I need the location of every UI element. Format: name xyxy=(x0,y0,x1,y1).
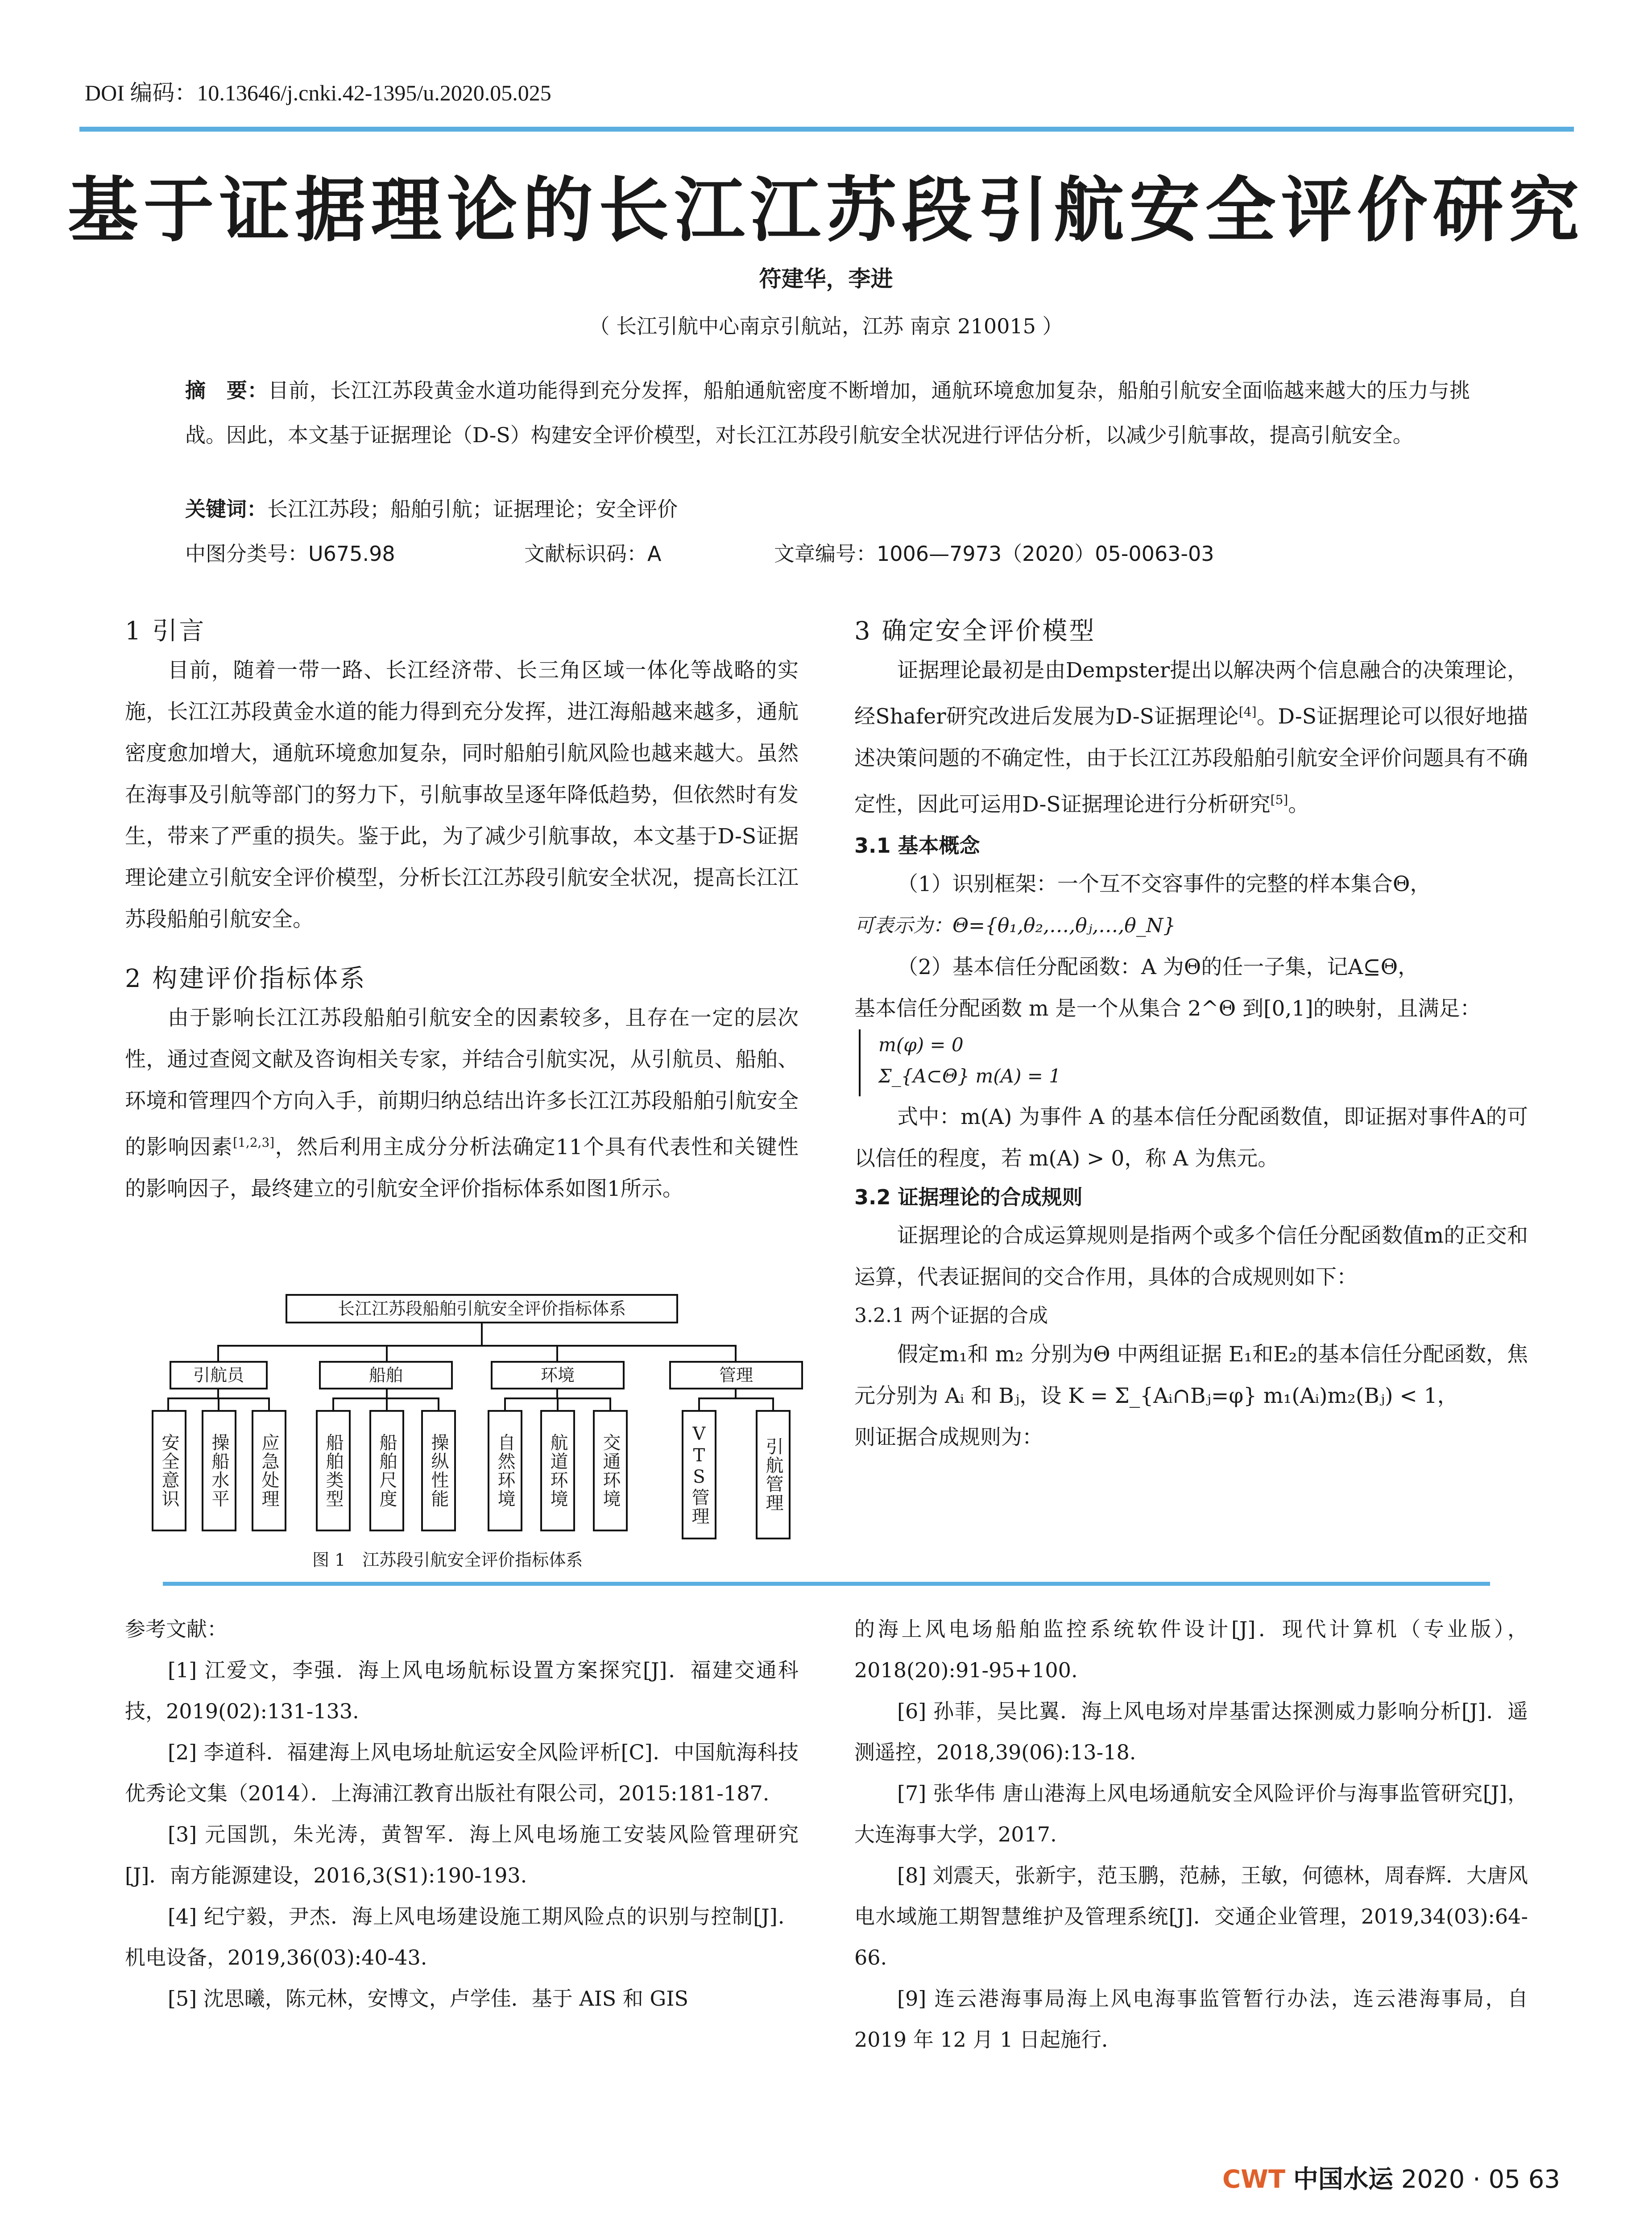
bpa-definition: （2）基本信任分配函数：A 为Θ的任一子集，记A⊆Θ， xyxy=(897,955,1419,980)
section-3-1-heading: 3.1 基本概念 xyxy=(854,834,980,858)
connector xyxy=(772,1397,774,1411)
s3-text-c: 。 xyxy=(1288,792,1309,817)
frame-definition: （1）识别框架：一个互不交容事件的完整的样本集合Θ， xyxy=(897,872,1431,897)
page-footer xyxy=(1222,2160,1560,2195)
leaf-node: 安全意识 xyxy=(152,1410,186,1531)
section-3-paragraph xyxy=(854,650,1528,825)
group-node-pilot: 引航员 xyxy=(170,1361,268,1389)
reference-continuation: 的海上风电场船舶监控系统软件设计[J]．现代计算机（专业版），2018(20):91-95+100. xyxy=(854,1617,1528,1682)
reference-item: [3] 元国凯，朱光涛，黄智军．海上风电场施工安装风险管理研究[J]．南方能源建设，2016,3(S1):190-193. xyxy=(125,1822,799,1887)
connector xyxy=(386,1397,388,1411)
connector xyxy=(438,1397,439,1411)
figure-1-caption: 图 1 江苏段引航安全评价指标体系 xyxy=(312,1550,583,1570)
connector xyxy=(698,1397,774,1399)
cwt-logo: CWT xyxy=(1222,2165,1286,2194)
abstract-text: 目前，长江江苏段黄金水道功能得到充分发挥，船舶通航密度不断增加，通航环境愈加复杂，船舶引航安全面临越来越大的压力与挑战。因此，本文基于证据理论（D-S）构建安全评价模型，对长江江苏段引航安全状况进行评估分析，以减少引航事故，提高引航安全。 xyxy=(185,378,1470,447)
reference-item: [4] 纪宁毅，尹杰．海上风电场建设施工期风险点的识别与控制[J]．机电设备，2019,36(03):40-43. xyxy=(125,1904,799,1970)
connector xyxy=(609,1397,611,1411)
leaf-node: VTS管理 xyxy=(682,1410,716,1539)
group-node-environment: 环境 xyxy=(491,1361,625,1389)
classification-line xyxy=(185,538,1470,567)
connector xyxy=(217,1345,219,1362)
frame-formula: 可表示为：Θ={θ₁,θ₂,…,θⱼ,…,θ_N} xyxy=(854,914,1176,937)
connector xyxy=(217,1389,219,1398)
issue-number: 2020 · 05 xyxy=(1401,2165,1520,2194)
references-left xyxy=(125,1609,799,2019)
affiliation: （ 长江引航中心南京引航站，江苏 南京 210015 ） xyxy=(589,314,1063,338)
combination-rule-paragraph: 证据理论的合成运算规则是指两个或多个信任分配函数值m的正交和运算，代表证据间的交合作用，具体的合成规则如下： xyxy=(854,1223,1528,1290)
doi-line: DOI 编码：10.13646/j.cnki.42-1395/u.2020.05.025 xyxy=(85,80,551,105)
leaf-node: 交通环境 xyxy=(593,1410,628,1531)
section-1-heading: 1 引言 xyxy=(125,617,206,646)
reference-item: [8] 刘震天，张新宇，范玉鹏，范赫，王敏，何德林，周春辉．大唐风电水域施工期智慧维护及管理系统[J]．交通企业管理，2019,34(03):64-66. xyxy=(854,1863,1528,1970)
condition-empty-set: m(φ) = 0 xyxy=(878,1034,964,1056)
connector xyxy=(268,1397,270,1411)
paper-title: 基于证据理论的长江江苏段引航安全评价研究 xyxy=(67,169,1585,252)
connector xyxy=(504,1397,506,1411)
s2-text-b: ，然后利用主成分分析法确定11个具有代表性和关键性的影响因子，最终建立的引航安全评价指标体系如图1所示。 xyxy=(125,1135,799,1201)
authors: 符建华，李进 xyxy=(759,266,893,292)
s2-text-a: 由于影响长江江苏段船舶引航安全的因素较多，且存在一定的层次性，通过查阅文献及咨询相关专家，并结合引航实况，从引航员、船舶、环境和管理四个方向入手，前期归纳总结出许多长江江苏段船舶引航安全的影响因素 xyxy=(125,1006,799,1160)
connector xyxy=(556,1345,558,1362)
abstract-label: 摘 要： xyxy=(185,378,268,402)
connector xyxy=(386,1389,388,1398)
reference-item: [5] 沈思曦，陈元林，安博文，卢学佳．基于 AIS 和 GIS xyxy=(168,1986,688,2011)
leaf-node: 操船水平 xyxy=(202,1410,236,1531)
figure-1-diagram xyxy=(152,1294,803,1544)
leaf-node: 自然环境 xyxy=(488,1410,522,1531)
doc-code: 文献标识码：A xyxy=(524,542,662,566)
section-2-heading: 2 构建评价指标体系 xyxy=(125,964,367,993)
section-3-2-heading: 3.2 证据理论的合成规则 xyxy=(854,1185,1083,1210)
condition-sum: Σ_{A⊂Θ} m(A) = 1 xyxy=(878,1065,1061,1087)
s3-citation-2: [5] xyxy=(1270,792,1288,807)
article-number: 文章编号：1006—7973（2020）05-0063-03 xyxy=(774,542,1214,566)
section-1-paragraph: 目前，随着一带一路、长江经济带、长三角区域一体化等战略的实施，长江江苏段黄金水道的能力得到充分发挥，进江海船越来越多，通航密度愈加增大，通航环境愈加复杂，同时船舶引航风险也越来越大。虽然在海事及引航等部门的努力下，引航事故呈逐年降低趋势，但依然时有发生，带来了严重的损失。鉴于此，为了减少引航事故，本文基于D-S证据理论建立引航安全评价模型，分析长江江苏段引航安全状况，提高长江江苏段船舶引航安全。 xyxy=(125,658,799,932)
references-title: 参考文献： xyxy=(125,1617,228,1641)
reference-item: [2] 李道科．福建海上风电场址航运安全风险评析[C]．中国航海科技优秀论文集（2014）．上海浦江教育出版社有限公司，2015:181-187. xyxy=(125,1740,799,1805)
s2-citation: [1,2,3] xyxy=(233,1135,275,1150)
keywords xyxy=(185,493,678,523)
references-divider xyxy=(163,1582,1490,1586)
references-right xyxy=(854,1609,1528,2060)
leaf-node: 操纵性能 xyxy=(421,1410,456,1531)
page-number: 63 xyxy=(1528,2165,1560,2194)
s3-text-a: 证据理论最初是由Dempster提出以解决两个信息融合的决策理论，经Shafer研究改进后发展为D-S证据理论 xyxy=(854,658,1528,729)
journal-name: 中国水运 xyxy=(1293,2165,1393,2194)
clc-number: 中图分类号：U675.98 xyxy=(185,542,395,566)
connector xyxy=(557,1397,559,1411)
connector xyxy=(218,1397,219,1411)
connector xyxy=(735,1389,737,1398)
abstract xyxy=(185,368,1470,457)
connector xyxy=(217,1345,735,1347)
s3-text-b: 。D-S证据理论可以很好地描述决策问题的不确定性，由于长江江苏段船舶引航安全评价问题具有不确定性，因此可运用D-S证据理论进行分析研究 xyxy=(854,704,1528,817)
connector xyxy=(556,1389,558,1398)
section-2-paragraph xyxy=(125,997,799,1210)
connector xyxy=(735,1345,737,1362)
connector xyxy=(481,1323,483,1346)
leaf-node: 应急处理 xyxy=(252,1410,286,1531)
reference-item: [7] 张华伟 唐山港海上风电场通航安全风险评价与海事监管研究[J]，大连海事大学，2017. xyxy=(854,1781,1528,1846)
keywords-label: 关键词： xyxy=(185,497,267,521)
combination-intro: 则证据合成规则为： xyxy=(854,1425,1043,1450)
right-column-body xyxy=(854,611,1528,1458)
top-divider xyxy=(79,127,1574,132)
reference-item: [1] 江爱文，李强．海上风电场航标设置方案探究[J]．福建交通科技，2019(02):131-133. xyxy=(125,1658,799,1723)
root-node: 长江江苏段船舶引航安全评价指标体系 xyxy=(286,1294,678,1323)
leaf-node: 航道环境 xyxy=(540,1410,575,1531)
leaf-node: 引航管理 xyxy=(756,1410,791,1539)
leaf-node: 船舶尺度 xyxy=(369,1410,404,1531)
group-node-ship: 船舶 xyxy=(319,1361,453,1389)
leaf-node: 船舶类型 xyxy=(316,1410,351,1531)
connector xyxy=(698,1397,700,1411)
section-3-2-1-heading: 3.2.1 两个证据的合成 xyxy=(854,1304,1048,1327)
connector xyxy=(167,1397,169,1411)
s3-citation-1: [4] xyxy=(1238,705,1257,719)
group-node-management: 管理 xyxy=(669,1361,803,1389)
bpa-explanation: 式中：m(A) 为事件 A 的基本信任分配函数值，即证据对事件A的可以信任的程度，若 m(A) > 0，称 A 为焦元。 xyxy=(854,1105,1528,1171)
keywords-text: 长江江苏段；船舶引航；证据理论；安全评价 xyxy=(267,497,678,521)
connector xyxy=(332,1397,334,1411)
bpa-conditions xyxy=(859,1029,1528,1096)
bpa-mapping: 基本信任分配函数 m 是一个从集合 2^Θ 到[0,1]的映射，且满足： xyxy=(854,996,1481,1021)
connector xyxy=(386,1345,388,1362)
two-evidence-paragraph: 假定m₁和 m₂ 分别为Θ 中两组证据 E₁和E₂的基本信任分配函数，焦元分别为 Aᵢ 和 Bⱼ，设 K = Σ_{Aᵢ∩Bⱼ=φ} m₁(Aᵢ)m₂(Bⱼ) < 1， xyxy=(854,1342,1528,1409)
reference-item: [9] 连云港海事局海上风电海事监管暂行办法，连云港海事局，自 2019 年 12 月 1 日起施行． xyxy=(854,1986,1528,2052)
reference-item: [6] 孙菲，吴比翼．海上风电场对岸基雷达探测威力影响分析[J]．遥测遥控，2018,39(06):13-18. xyxy=(854,1699,1528,1764)
section-3-heading: 3 确定安全评价模型 xyxy=(854,617,1096,646)
left-column-body xyxy=(125,611,799,1210)
